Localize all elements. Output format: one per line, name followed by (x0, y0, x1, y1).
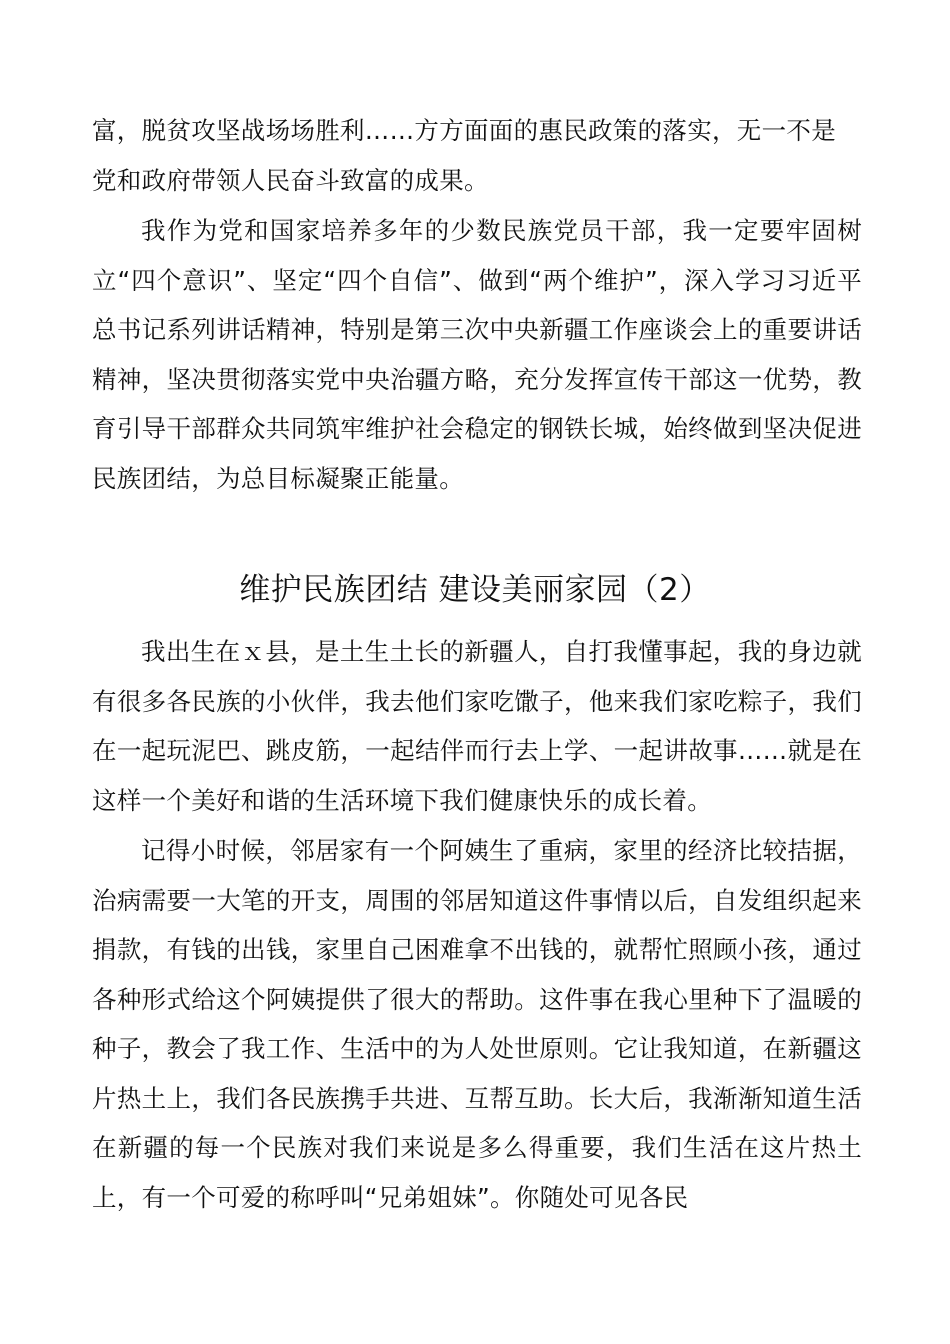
body-paragraph: 我出生在ｘ县，是土生土长的新疆人，自打我懂事起，我的身边就有很多各民族的小伙伴，我去他们家吃馓子，他来我们家吃粽子，我们在一起玩泥巴、跳皮筋，一起结伴而行去上学、一起讲故事……就是在这样一个美好和谐的生活环境下我们健康快乐的成长着。 (92, 637, 862, 815)
paragraph-line: 党和政府带领人民奋斗致富的成果。 (92, 165, 489, 195)
section-title: 维护民族团结 建设美丽家园（2） (239, 572, 711, 608)
paragraph-line: 富，脱贫攻坚战场场胜利……方方面面的惠民政策的落实，无一不是 (92, 116, 836, 145)
continued-paragraph (92, 106, 862, 205)
body-paragraph: 我作为党和国家培养多年的少数民族党员干部，我一定要牢固树立“四个意识”、坚定“四个自信”、做到“两个维护”，深入学习习近平总书记系列讲话精神，特别是第三次中央新疆工作座谈会上的重要讲话精神，坚决贯彻落实党中央治疆方略，充分发挥宣传干部这一优势，教育引导干部群众共同筑牢维护社会稳定的钢铁长城，始终做到坚决促进民族团结，为总目标凝聚正能量。 (92, 216, 862, 493)
body-paragraph: 记得小时候，邻居家有一个阿姨生了重病，家里的经济比较拮据，治病需要一大笔的开支，周围的邻居知道这件事情以后，自发组织起来捐款，有钱的出钱，家里自己困难拿不出钱的，就帮忙照顾小孩，通过各种形式给这个阿姨提供了很大的帮助。这件事在我心里种下了温暖的种子，教会了我工作、生活中的为人处世原则。它让我知道，在新疆这片热土上，我们各民族携手共进、互帮互助。长大后，我渐渐知道生活在新疆的每一个民族对我们来说是多么得重要，我们生活在这片热土上，有一个可爱的称呼叫“兄弟姐妹”。你随处可见各民 (92, 836, 862, 1212)
